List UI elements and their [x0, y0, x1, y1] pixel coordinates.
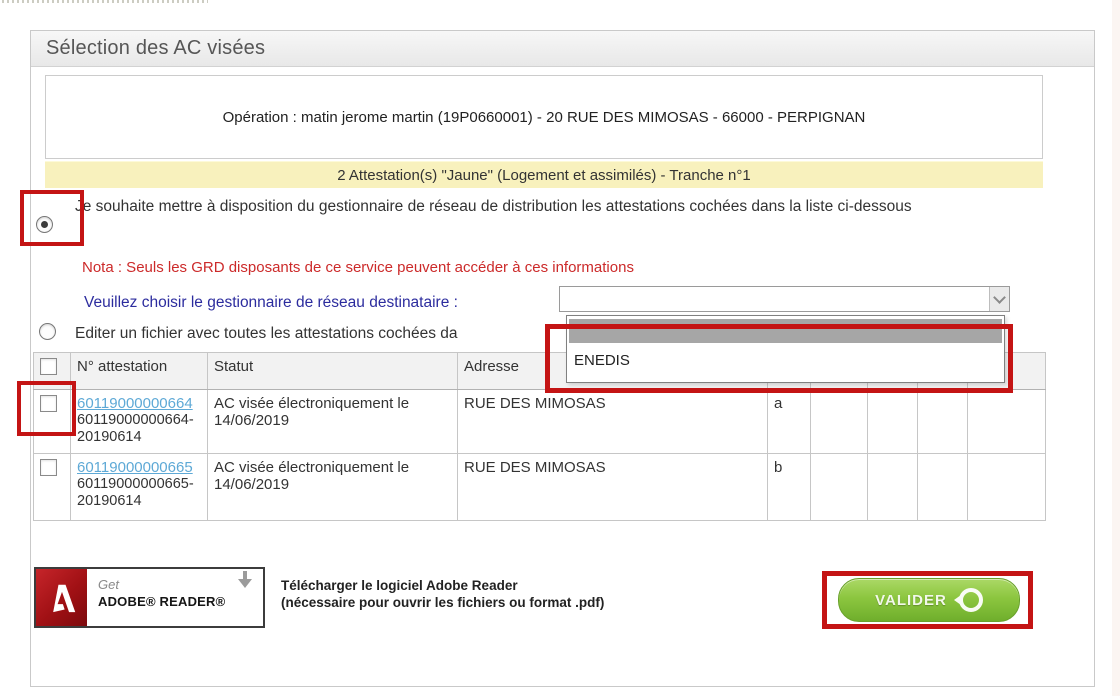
adobe-logo-icon [36, 569, 87, 626]
adresse-cell: RUE DES MIMOSAS [458, 454, 768, 521]
adobe-caption-line2: (nécessaire pour ouvrir les fichiers ou format .pdf) [281, 595, 605, 610]
attestation-sub: 60119000000665-20190614 [77, 476, 194, 509]
adobe-get-label: Get [98, 577, 119, 592]
panel-titlebar [31, 31, 1094, 67]
table-row [34, 390, 1046, 454]
grd-select-dropdown [566, 315, 1005, 383]
radio-export-option[interactable] [39, 323, 56, 340]
col5-cell: a [768, 390, 811, 454]
row2-checkbox[interactable] [40, 459, 57, 476]
radio-export-label: Editer un fichier avec toutes les attestations cochées da [75, 325, 458, 342]
row1-checkbox[interactable] [40, 395, 57, 412]
radio-grd-label: Je souhaite mettre à disposition du gestionnaire de réseau de distribution les attestations cochées dans la liste ci-dessous [75, 198, 912, 215]
operation-box [45, 75, 1043, 159]
attestation-link[interactable]: 60119000000664 [77, 395, 193, 412]
adobe-caption-line1: Télécharger le logiciel Adobe Reader [281, 578, 518, 593]
adobe-brand-label: ADOBE® READER® [98, 594, 226, 609]
dropdown-option-empty[interactable] [569, 319, 1002, 343]
page-title: Sélection des AC visées [46, 37, 266, 59]
attestation-banner [45, 161, 1043, 188]
attestation-banner-text: 2 Attestation(s) "Jaune" (Logement et assimilés) - Tranche n°1 [337, 166, 751, 184]
operation-text: Opération : matin jerome martin (19P0660001) - 20 RUE DES MIMOSAS - 66000 - PERPIGNAN [222, 108, 866, 126]
attestation-link[interactable]: 60119000000665 [77, 459, 193, 476]
download-arrow-icon [237, 571, 253, 591]
nota-text: Nota : Seuls les GRD disposants de ce service peuvent accéder à ces informations [82, 259, 634, 276]
header-adresse: Adresse [458, 353, 768, 390]
attestation-sub: 60119000000664-20190614 [77, 412, 194, 445]
dropdown-option-enedis[interactable]: ENEDIS [569, 348, 1002, 374]
valider-button[interactable] [838, 578, 1020, 622]
circular-arrow-icon [959, 588, 983, 612]
header-statut: Statut [208, 353, 458, 390]
adobe-reader-badge[interactable] [34, 567, 265, 628]
grd-select-label: Veuillez choisir le gestionnaire de réseau destinataire : [84, 294, 458, 311]
valider-label: VALIDER [875, 591, 947, 609]
statut-cell: AC visée électroniquement le 14/06/2019 [208, 390, 458, 454]
adresse-cell: RUE DES MIMOSAS [458, 390, 768, 454]
chevron-down-icon[interactable] [989, 287, 1009, 311]
grd-select[interactable] [559, 286, 1010, 312]
select-all-checkbox[interactable] [40, 358, 57, 375]
table-row [34, 454, 1046, 521]
cropped-text-remnant [2, 0, 208, 3]
page-edge-tint [1112, 0, 1120, 696]
header-attestation: N° attestation [71, 353, 208, 390]
col5-cell: b [768, 454, 811, 521]
header-select-all-cell [34, 353, 71, 390]
radio-grd-option[interactable] [36, 216, 53, 233]
statut-cell: AC visée électroniquement le 14/06/2019 [208, 454, 458, 521]
